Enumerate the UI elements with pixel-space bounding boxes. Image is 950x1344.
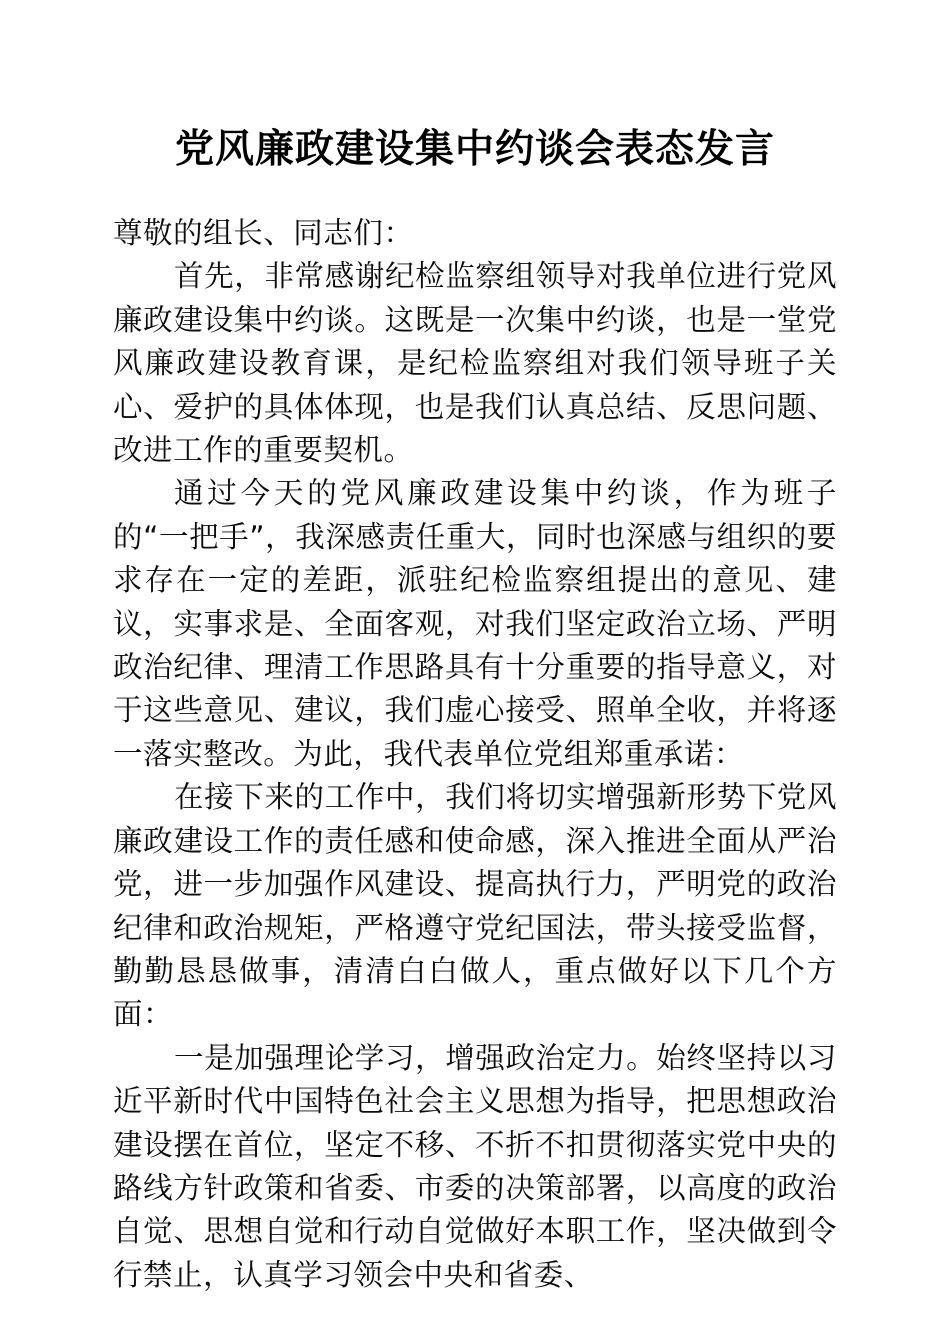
salutation-line: 尊敬的组长、同志们：	[113, 216, 414, 250]
paragraph-4-lead: 一是加强理论学习，增强政治定力。	[174, 1040, 657, 1075]
paragraph-4	[113, 1037, 837, 1297]
page-title: 党风廉政建设集中约谈会表态发言	[174, 126, 775, 172]
paragraph-3: 在接下来的工作中，我们将切实增强新形势下党风廉政建设工作的责任感和使命感，深入推进全面从严治党，进一步加强作风建设、提高执行力，严明党的政治纪律和政治规矩，严格遵守党纪国法，带头接受监督，勤勤恳恳做事，清清白白做人，重点做好以下几个方面：	[113, 780, 837, 1032]
paragraph-1: 首先，非常感谢纪检监察组领导对我单位进行党风廉政建设集中约谈。这既是一次集中约谈，也是一堂党风廉政建设教育课，是纪检监察组对我们领导班子关心、爱护的具体体现，也是我们认真总结、反思问题、改进工作的重要契机。	[113, 259, 837, 468]
document-body	[113, 0, 837, 1297]
paragraph-4-text: 始终坚持以习近平新时代中国特色社会主义思想为指导，把思想政治建设摆在首位，坚定不移、不折不扣贯彻落实党中央的路线方针政策和省委、市委的决策部署，以高度的政治自觉、思想自觉和行动自觉做好本职工作，坚决做到令行禁止，认真学习领会中央和省委、	[113, 1040, 837, 1292]
paragraph-2: 通过今天的党风廉政建设集中约谈，作为班子的“一把手”，我深感责任重大，同时也深感与组织的要求存在一定的差距，派驻纪检监察组提出的意见、建议，实事求是、全面客观，对我们坚定政治立场、严明政治纪律、理清工作思路具有十分重要的指导意义，对于这些意见、建议，我们虚心接受、照单全收，并将逐一落实整改。为此，我代表单位党组郑重承诺：	[113, 476, 837, 771]
